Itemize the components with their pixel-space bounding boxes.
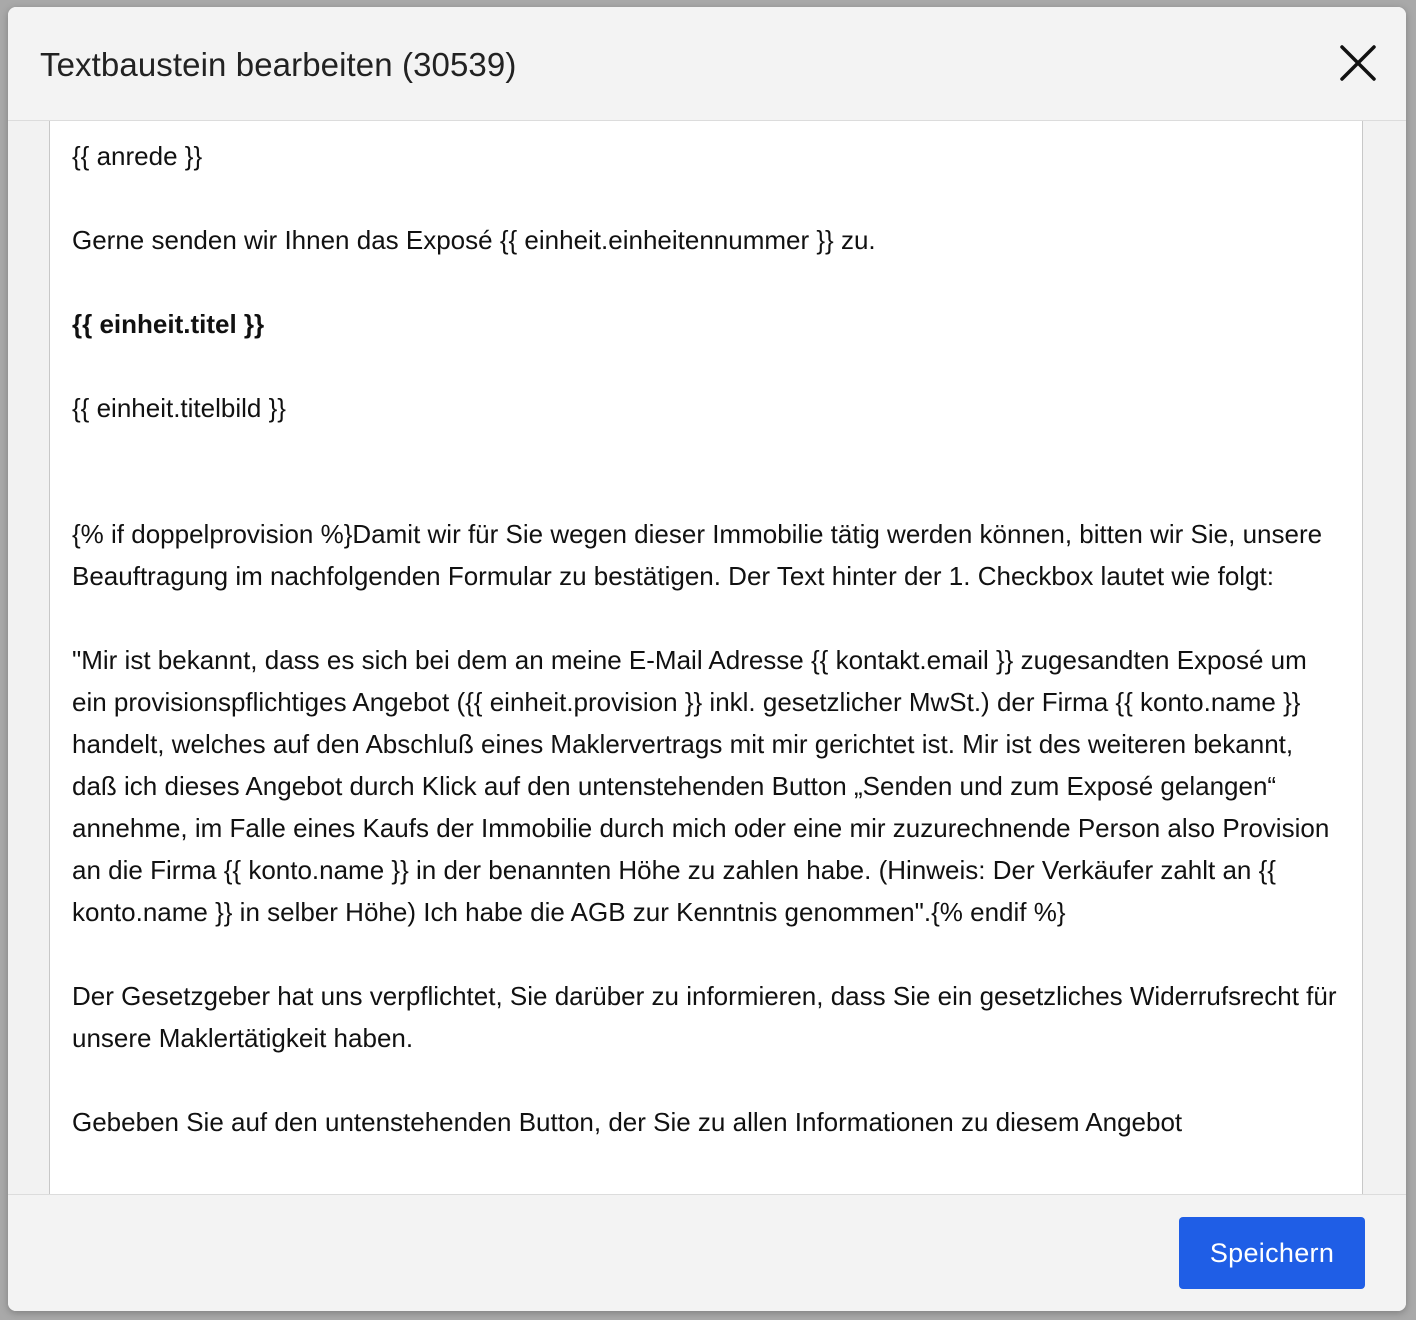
- close-icon: [1336, 41, 1380, 85]
- dialog-footer: [8, 1194, 1406, 1311]
- dialog-title: Textbaustein bearbeiten (30539): [40, 46, 517, 83]
- close-button[interactable]: [1336, 41, 1380, 85]
- editor-paragraph-quote: "Mir ist bekannt, dass es sich bei dem an meine E-Mail Adresse {{ kontakt.email }} zugesandten Exposé um ein provisionspflichtiges Angebot ({{ einheit.provision }} inkl. gesetzlicher MwSt.) der Firma {{ konto.name }} handelt, welches auf den Abschluß eines Maklervertrags mit mir gerichtet ist. Mir ist des weiteren bekannt, daß ich dieses Angebot durch Klick auf den untenstehenden Button „Senden und zum Exposé gelangen“ annehme, im Falle eines Kaufs der Immobilie durch mich oder eine mir zuzurechnende Person also Provision an die Firma {{ konto.name }} in der benannten Höhe zu zahlen habe. (Hinweis: Der Verkäufer zahlt an {{ konto.name }} in selber Höhe) Ich habe die AGB zur Kenntnis genommen".{% endif %}: [72, 645, 1330, 927]
- rich-text-editor[interactable]: [49, 121, 1363, 1195]
- dialog-header: [8, 7, 1406, 121]
- editor-line-titelbild: {{ einheit.titelbild }}: [72, 393, 286, 423]
- editor-paragraph-gesetzgeber: Der Gesetzgeber hat uns verpflichtet, Sie darüber zu informieren, dass Sie ein gesetzliches Widerrufsrecht für unsere Maklertätigkeit haben.: [72, 981, 1337, 1053]
- dialog-body: [8, 121, 1406, 1195]
- empty-line: [72, 1059, 1341, 1101]
- empty-line: [72, 933, 1341, 975]
- bold-titel: {{ einheit.titel }}: [72, 309, 265, 339]
- save-button[interactable]: Speichern: [1179, 1217, 1365, 1289]
- empty-line: [72, 177, 1341, 219]
- editor-paragraph-doppelprovision: {% if doppelprovision %}Damit wir für Sie wegen dieser Immobilie tätig werden können, bitten wir Sie, unsere Beauftragung im nachfolgenden Formular zu bestätigen. Der Text hinter der 1. Checkbox lautet wie folgt:: [72, 519, 1323, 591]
- editor-paragraph-cutoff: Gebeben Sie auf den untenstehenden Button, der Sie zu allen Informationen zu diesem Angebot: [72, 1107, 1183, 1137]
- empty-line: [72, 261, 1341, 303]
- empty-lines: [72, 429, 1341, 513]
- empty-line: [72, 597, 1341, 639]
- editor-line-titel: [72, 303, 1341, 345]
- empty-line: [72, 345, 1341, 387]
- editor-line-expose: Gerne senden wir Ihnen das Exposé {{ einheit.einheitennummer }} zu.: [72, 225, 876, 255]
- edit-text-block-dialog: [8, 7, 1406, 1311]
- editor-line-anrede: {{ anrede }}: [72, 141, 203, 171]
